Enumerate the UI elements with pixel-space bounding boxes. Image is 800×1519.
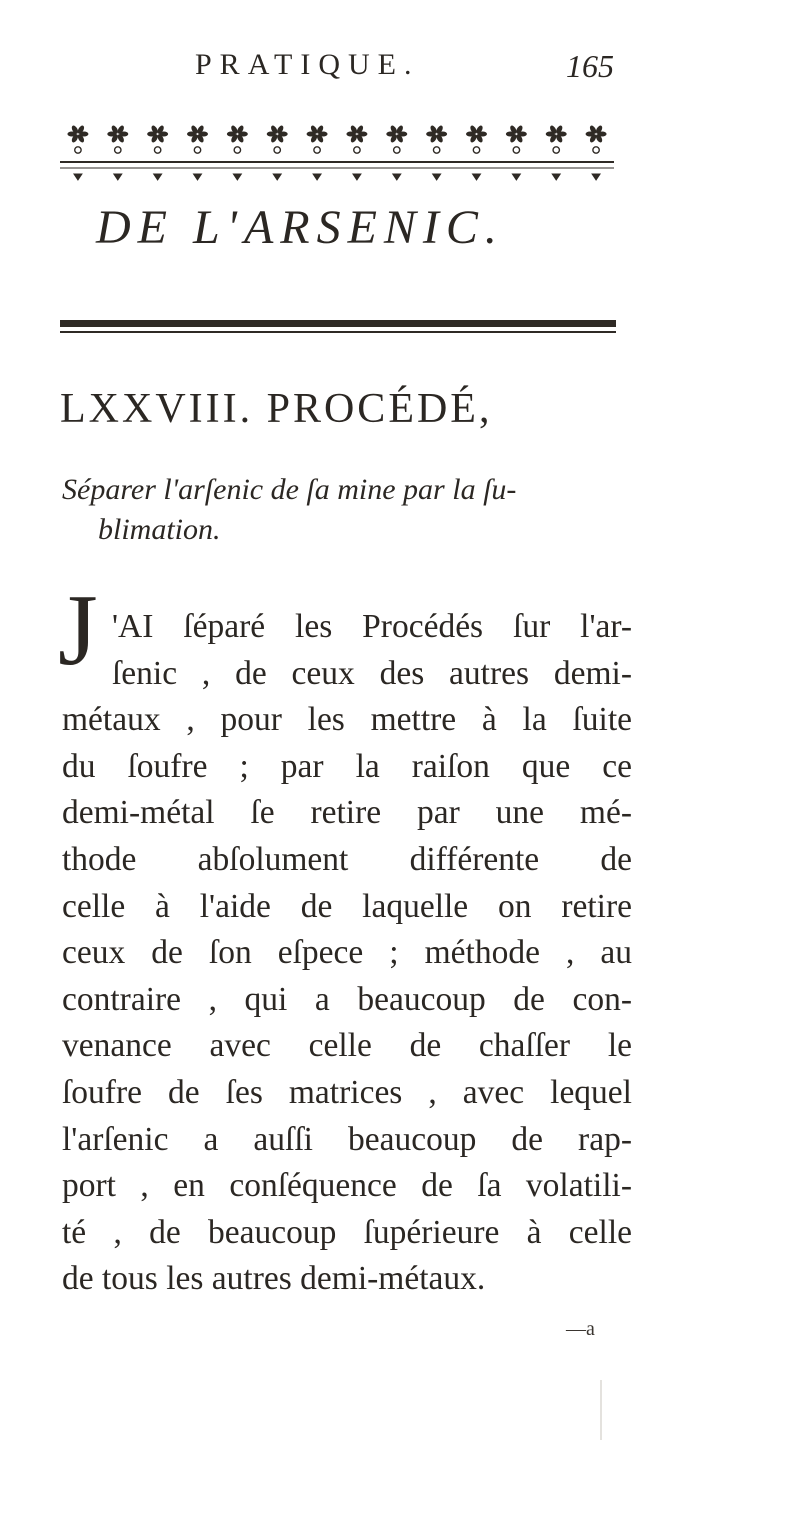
fleuron-icon <box>506 125 526 180</box>
fleuron-icon <box>307 125 327 180</box>
fleuron-icon <box>148 125 168 180</box>
body-line: de tous les autres demi-métaux. <box>62 1260 486 1298</box>
body-line: ſenic , de ceux des autres demi- <box>112 654 632 692</box>
chapter-heading: LXXVIII. PROCÉDÉ, <box>60 386 493 432</box>
subtitle-line: blimation. <box>98 513 221 546</box>
fleuron-icon <box>427 125 447 180</box>
fleuron-icon <box>467 125 487 180</box>
chapter-subtitle <box>62 470 622 550</box>
body-line: 'AI ſéparé les Procédés ſur l'ar- <box>112 608 632 645</box>
fleuron-icon <box>108 125 128 180</box>
body-line: thode abſolument différente de <box>62 840 632 878</box>
running-head-title: PRATIQUE. <box>195 48 420 81</box>
body-line: l'arſenic a auſſi beaucoup de rap- <box>62 1120 632 1158</box>
fleuron-icon <box>387 125 407 180</box>
fleuron-icon <box>267 125 287 180</box>
subtitle-line: Séparer l'arſenic de ſa mine par la ſu- <box>62 473 517 506</box>
body-line: celle à l'aide de laquelle on retire <box>62 887 632 925</box>
body-line: ſoufre de ſes matrices , avec lequel <box>62 1073 632 1111</box>
page-number: 165 <box>566 48 614 84</box>
fleuron-icon <box>227 125 247 180</box>
body-line: du ſoufre ; par la raiſon que ce <box>62 747 632 785</box>
fleuron-icon <box>586 125 606 180</box>
drop-cap: J <box>58 574 98 687</box>
fleuron-icon <box>188 125 208 180</box>
body-line: demi-métal ſe retire par une mé- <box>62 794 632 832</box>
fleuron-icon <box>68 125 88 180</box>
body-line: port , en conſéquence de ſa volatili- <box>62 1167 632 1205</box>
body-line: té , de beaucoup ſupérieure à celle <box>62 1213 632 1251</box>
body-line: métaux , pour les mettre à la ſuite <box>62 701 632 739</box>
body-paragraph <box>62 604 632 1303</box>
body-line: ceux de ſon eſpece ; méthode , au <box>62 934 632 972</box>
catchword: —a <box>566 1318 595 1340</box>
heavy-rule <box>60 318 616 338</box>
paper-fold-mark <box>600 1380 602 1440</box>
section-title: DE L'ARSENIC. <box>96 201 504 254</box>
body-line: venance avec celle de chaſſer le <box>62 1027 632 1065</box>
fleuron-icon <box>546 125 566 180</box>
ornament-band <box>58 118 616 190</box>
fleuron-icon <box>347 125 367 180</box>
body-line: contraire , qui a beaucoup de con- <box>62 980 632 1018</box>
